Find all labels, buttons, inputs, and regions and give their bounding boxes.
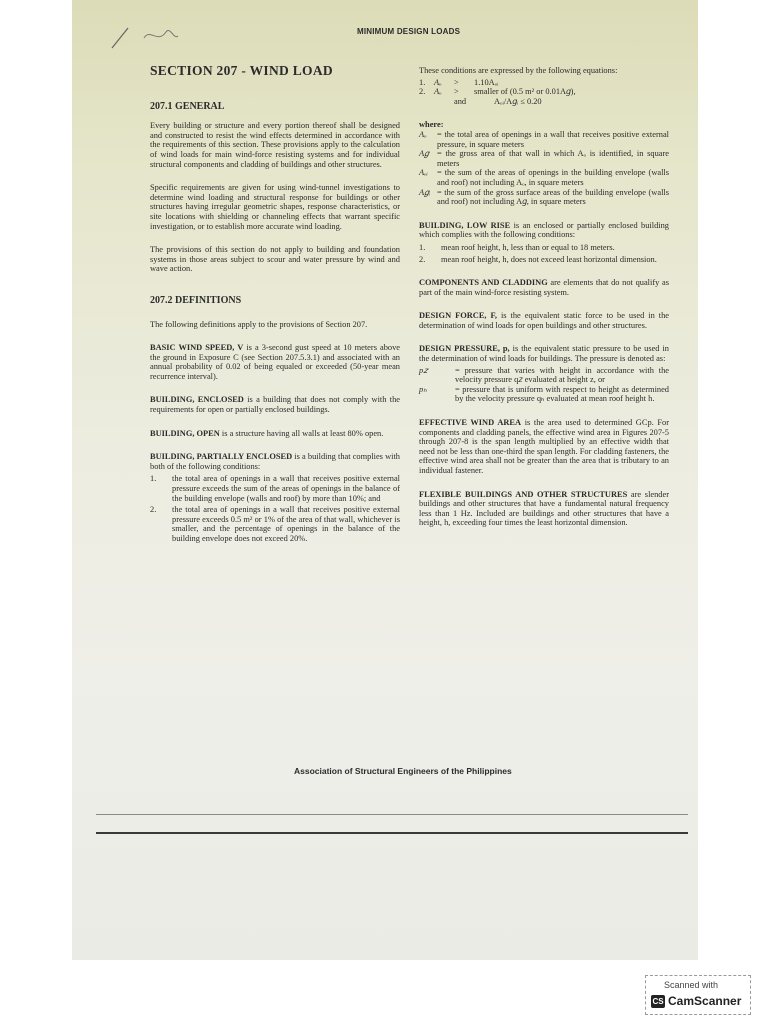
list-item-number: 2. [150, 505, 157, 515]
text-building-enclosed: is a building that does not comply with the requirements for open or partially enclosed buildings. [150, 395, 400, 415]
equation-number: 1. [419, 77, 426, 87]
equation-rhs: 1.10Aₒᵢ [474, 77, 499, 87]
equation-row [419, 78, 669, 88]
equation-operator: > [454, 77, 459, 87]
equation-number [419, 97, 434, 107]
definition-effective-wind-area [419, 418, 669, 476]
conditions-intro: These conditions are expressed by the following equations: [419, 66, 618, 75]
pressure-definition [419, 366, 669, 385]
definition-building-open [150, 429, 400, 439]
where-definition [419, 168, 669, 187]
equation-rhs: smaller of (0.5 m² or 0.01A𝑔), [474, 87, 576, 97]
equation-lhs: Aₒ [434, 87, 442, 97]
definition-partially-enclosed [150, 452, 400, 471]
definitions-intro: The following definitions apply to the provisions of Section 207. [150, 319, 368, 329]
symbol-definition: = the sum of the gross surface areas of the building envelope (walls and roof) not including A𝑔, in square meters [437, 187, 669, 207]
list-item-text: the total area of openings in a wall that receives positive external pressure exceeds 0.5 m² or 1% of the area of that wall, whichever is smaller, and the percentage of openings in the balance of the building envelope does not exceed 20%. [172, 505, 400, 543]
definitions-heading: 207.2 DEFINITIONS [150, 294, 242, 306]
equation-row [419, 87, 669, 97]
symbol: Aₒᵢ [419, 168, 428, 178]
equation-operator: and [454, 96, 467, 106]
symbol: p𝑧 [419, 365, 428, 375]
text-design-force: is the equivalent static force to be used in the determination of wind loads for open buildings and other structures. [419, 311, 669, 330]
symbol: A𝑔 [419, 149, 429, 159]
text-effective-wind-area: is the area used to determined GCp. For components and cladding panels, the effective wind area in Figures 207-5 through 207-8 is the span length multiplied by an effective width that need not be less than one-third the span length. For cladding fasteners, the effective wind area shall not be greater than the area that is tributary to an individual fastener. [419, 418, 669, 475]
definition-low-rise [419, 221, 669, 240]
list-item [150, 474, 400, 503]
text-design-pressure: is the equivalent static pressure to be used in the determination of wind loads for buildings. The pressure is denoted as: [419, 344, 669, 364]
list-item-number: 1. [150, 474, 157, 484]
text-flexible-buildings: are slender buildings and other structures that have a fundamental natural frequency less than 1 Hz. Included are buildings and other structures that have a height, h, exceeding four times the least horizontal dimension. [419, 489, 669, 528]
list-item [150, 505, 400, 543]
equation-row [419, 97, 669, 107]
text-basic-wind-speed: is a 3-second gust speed at 10 meters above the ground in Exposure C (see Section 207.5.3.1) and associated with an annual probability of 0.02 of being equaled or exceeded (50-year mean recurrence interval). [150, 343, 400, 381]
text-building-open: is a structure having all walls at least 80% open. [219, 428, 384, 438]
text-components-cladding: are elements that do not qualify as part of the main wind-force resisting system. [419, 278, 669, 297]
term-building-open: BUILDING, OPEN [150, 428, 220, 438]
term-low-rise: BUILDING, LOW RISE [419, 220, 511, 230]
list-item [419, 255, 669, 265]
left-column [150, 63, 400, 546]
definition-design-force [419, 311, 669, 330]
divider-line-thick [96, 832, 688, 834]
symbol-definition: = the sum of the areas of openings in the building envelope (walls and roof) not including Aₒ, in square meters [437, 168, 669, 187]
term-partially-enclosed: BUILDING, PARTIALLY ENCLOSED [150, 452, 293, 462]
term-effective-wind-area: EFFECTIVE WIND AREA [419, 418, 522, 428]
list-item-text: mean roof height, h, less than or equal to 18 meters. [441, 242, 615, 252]
general-paragraph-3: The provisions of this section do not apply to building and foundation systems in those areas subject to scour and water pressure by wind and wave action. [150, 245, 400, 274]
symbol-definition: = the gross area of that wall in which Aₒ is identified, in square meters [437, 149, 669, 168]
list-item-number: 2. [419, 254, 426, 264]
where-definition [419, 188, 669, 207]
pen-scribble-mark [108, 14, 228, 54]
symbol-definition: = pressure that is uniform with respect to height as determined by the velocity pressure qₕ evaluated at mean roof height h. [455, 384, 669, 404]
general-heading: 207.1 GENERAL [150, 100, 225, 112]
symbol-definition: = pressure that varies with height in accordance with the velocity pressure q𝑧 evaluated at height z, or [455, 365, 669, 385]
list-item [419, 243, 669, 253]
equation-operator: > [454, 87, 459, 97]
text-low-rise: is an enclosed or partially enclosed building which complies with the following conditions: [419, 220, 669, 240]
general-paragraph-1: Every building or structure and every portion thereof shall be designed and constructed to resist the wind effects determined in accordance with the requirements of this section. These provisions apply to the calculation of wind loads for main wind-force resisting systems and for individual structural components and cladding of buildings and other structures. [150, 121, 400, 169]
symbol-definition: = the total area of openings in a wall that receives positive external pressure, in square meters [437, 129, 669, 149]
term-building-enclosed: BUILDING, ENCLOSED [150, 395, 244, 405]
term-flexible-buildings: FLEXIBLE BUILDINGS AND OTHER STRUCTURES [419, 489, 628, 499]
equation-rhs: Aₒᵢ/A𝑔ᵢ ≤ 0.20 [494, 96, 542, 106]
camscanner-logo-icon: CS [652, 997, 664, 1006]
where-label: where: [419, 120, 444, 130]
definition-components-cladding [419, 278, 669, 297]
camscanner-watermark [645, 975, 751, 1015]
general-paragraph-2: Specific requirements are given for using wind-tunnel investigations to determine wind loading and structural response for buildings or other structures having irregular geometric shapes, response characteristics, or site locations with shielding or channeling effects that warrant specific investigation, or to establish more accurate wind loading. [150, 183, 400, 231]
definition-flexible-buildings [419, 490, 669, 528]
equation-lhs [434, 97, 454, 107]
watermark-brand: CamScanner [668, 994, 742, 1008]
definition-basic-wind-speed [150, 343, 400, 381]
term-components-cladding: COMPONENTS AND CLADDING [419, 278, 548, 288]
definition-building-enclosed [150, 395, 400, 414]
pressure-definition [419, 385, 669, 404]
list-item-text: the total area of openings in a wall that receives positive external pressure exceeds the sum of the areas of openings in the balance of the building envelope (walls and roof) by more than 10%; and [172, 474, 400, 503]
list-item-text: mean roof height, h, does not exceed least horizontal dimension. [441, 254, 657, 264]
page-footer: Association of Structural Engineers of the Philippines [294, 766, 512, 776]
equation-lhs: Aₒ [434, 77, 442, 87]
equation-number: 2. [419, 87, 426, 97]
symbol: A𝑔ᵢ [419, 187, 431, 197]
where-definition [419, 130, 669, 149]
list-item-number: 1. [419, 242, 426, 252]
symbol: Aₒ [419, 129, 427, 139]
term-design-pressure: DESIGN PRESSURE, p, [419, 344, 510, 354]
right-column [419, 66, 669, 542]
watermark-caption: Scanned with [664, 980, 719, 990]
definition-design-pressure [419, 344, 669, 363]
term-design-force: DESIGN FORCE, F, [419, 311, 497, 321]
text-partially-enclosed: is a building that complies with both of the following conditions: [150, 452, 400, 471]
symbol: pₕ [419, 384, 427, 394]
term-basic-wind-speed: BASIC WIND SPEED, V [150, 343, 244, 353]
where-definition [419, 149, 669, 168]
section-title: SECTION 207 - WIND LOAD [150, 63, 333, 78]
divider-line [96, 814, 688, 815]
running-head: MINIMUM DESIGN LOADS [357, 27, 461, 36]
